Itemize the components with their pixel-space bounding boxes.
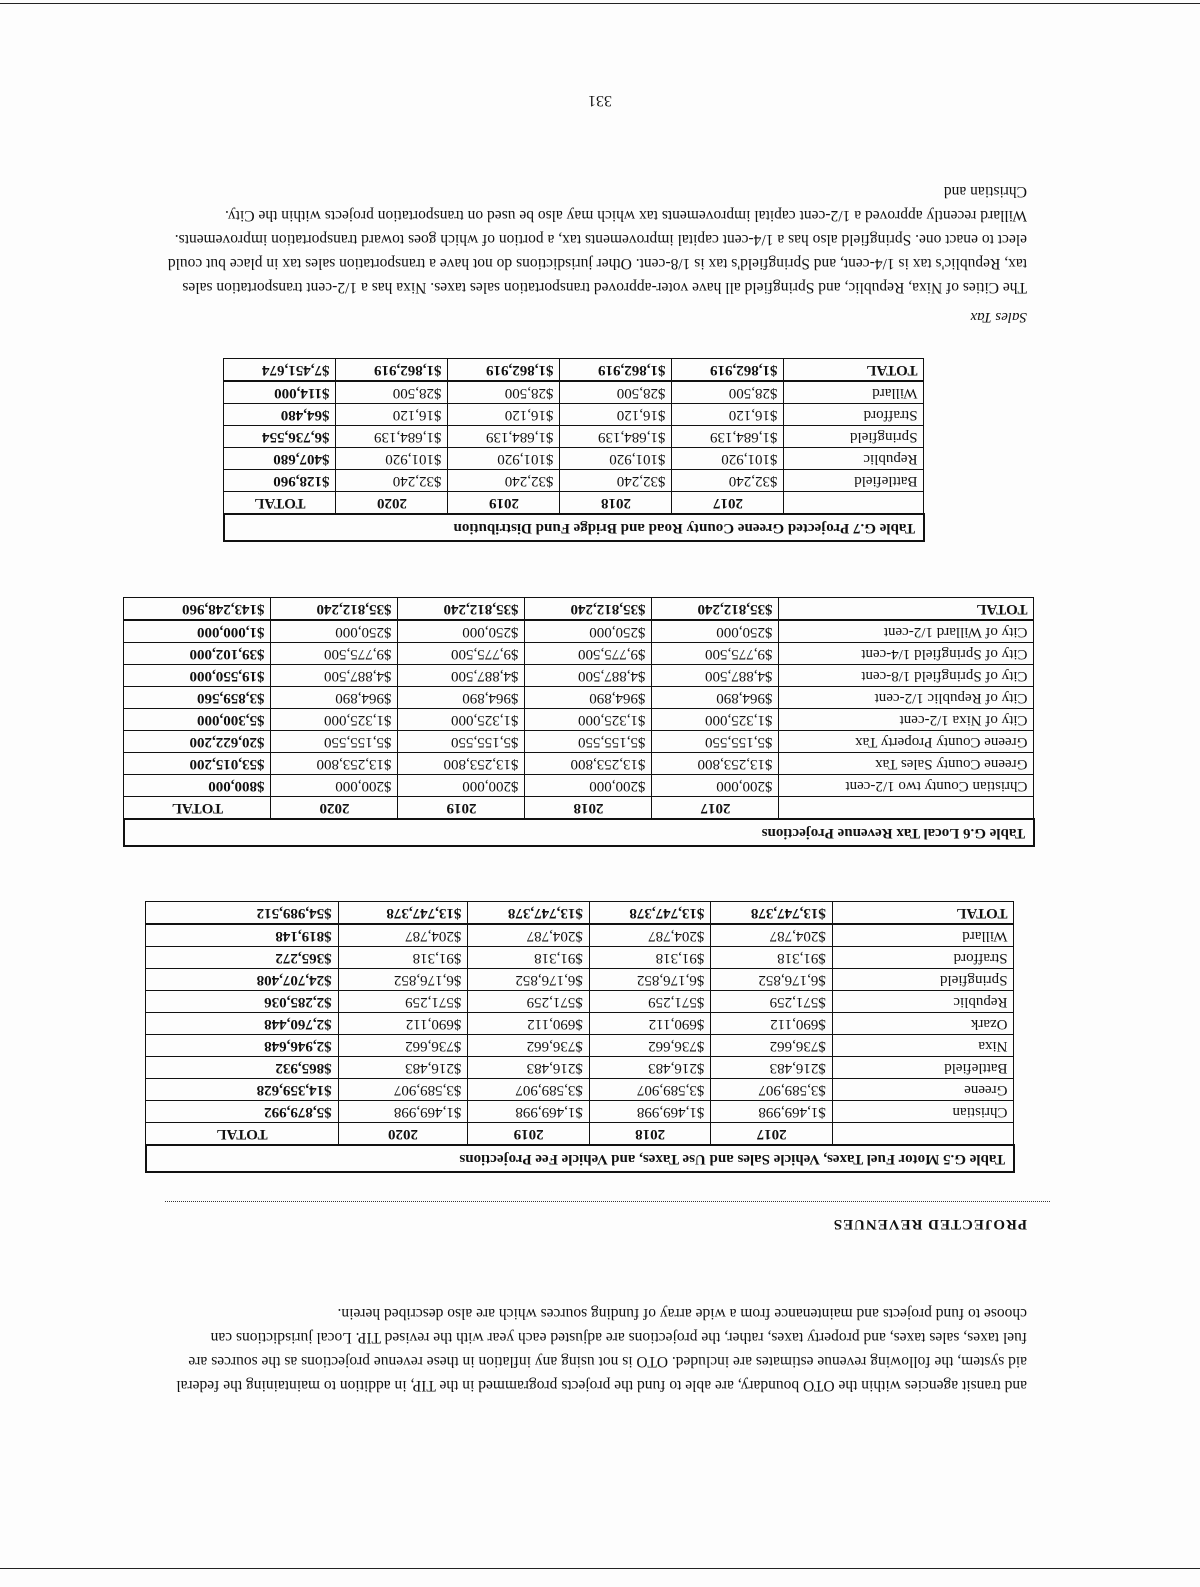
cell: $16,120 [336, 404, 448, 426]
cell: $200,000 [398, 775, 525, 797]
cell: $9,775,500 [525, 643, 652, 665]
row-label: City of Nixa 1/2-cent [779, 709, 1034, 731]
cell: $4,887,500 [652, 665, 779, 687]
table-caption: Table G.5 Motor Fuel Taxes, Vehicle Sales and Use Taxes, and Vehicle Fee Projections [146, 1145, 1014, 1172]
row-label: Republic [832, 991, 1014, 1013]
scan-edge-top [0, 1568, 1200, 1569]
table-row [146, 969, 1014, 991]
cell: $204,787 [468, 924, 589, 947]
cell: $3,589,907 [468, 1079, 589, 1101]
table-row [146, 1079, 1014, 1101]
total-cell: $35,812,240 [398, 598, 525, 621]
cell: $690,112 [338, 1013, 468, 1035]
header-cell: TOTAL [124, 797, 271, 820]
row-label: City of Republic 1/2-cent [779, 687, 1034, 709]
section-heading: PROJECTED REVENUES [832, 1216, 1027, 1232]
table-row [146, 991, 1014, 1013]
row-total: $2,946,648 [146, 1035, 338, 1057]
cell: $32,240 [672, 470, 784, 492]
sales-tax-heading: Sales Tax [970, 309, 1027, 325]
cell: $200,000 [652, 775, 779, 797]
row-total: $407,680 [224, 448, 336, 470]
table-header-row [124, 797, 1034, 820]
header-cell: 2018 [525, 797, 652, 820]
row-label: Republic [784, 448, 924, 470]
cell: $16,120 [560, 404, 672, 426]
cell: $200,000 [271, 775, 398, 797]
row-total: $19,550,000 [124, 665, 271, 687]
table-g5 [145, 901, 1015, 1173]
cell: $91,318 [711, 947, 832, 969]
row-label: Springfield [832, 969, 1014, 991]
header-cell: 2019 [448, 492, 560, 515]
cell: $91,318 [468, 947, 589, 969]
row-label: Greene County Sales Tax [779, 753, 1034, 775]
header-cell: 2019 [398, 797, 525, 820]
row-total: $128,960 [224, 470, 336, 492]
row-total: $2,285,036 [146, 991, 338, 1013]
cell: $6,176,852 [589, 969, 710, 991]
row-total: $5,879,992 [146, 1101, 338, 1123]
header-cell: 2019 [468, 1123, 589, 1146]
table-row [124, 620, 1034, 643]
cell: $964,890 [525, 687, 652, 709]
header-cell: 2020 [271, 797, 398, 820]
cell: $204,787 [711, 924, 832, 947]
cell: $690,112 [468, 1013, 589, 1035]
cell: $571,259 [711, 991, 832, 1013]
total-label: TOTAL [832, 902, 1014, 925]
cell: $91,318 [589, 947, 710, 969]
total-cell: $13,747,378 [589, 902, 710, 925]
row-label: City of Willard 1/2-cent [779, 620, 1034, 643]
cell: $5,155,550 [398, 731, 525, 753]
total-cell: $35,812,240 [271, 598, 398, 621]
row-label: Greene [832, 1079, 1014, 1101]
row-total: $819,148 [146, 924, 338, 947]
cell: $101,920 [336, 448, 448, 470]
page-number: 331 [588, 92, 612, 109]
row-total: $5,300,000 [124, 709, 271, 731]
cell: $28,500 [672, 381, 784, 404]
cell: $28,500 [560, 381, 672, 404]
cell: $4,887,500 [525, 665, 652, 687]
cell: $571,259 [589, 991, 710, 1013]
cell: $91,318 [338, 947, 468, 969]
row-label: City of Springfield 1/8-cent [779, 665, 1034, 687]
cell: $6,176,852 [468, 969, 589, 991]
total-label: TOTAL [784, 359, 924, 382]
cell: $9,775,500 [398, 643, 525, 665]
row-total: $114,000 [224, 381, 336, 404]
cell: $13,253,800 [398, 753, 525, 775]
cell: $5,155,550 [652, 731, 779, 753]
table-row [124, 665, 1034, 687]
table-g7 [223, 358, 925, 542]
row-total: $64,480 [224, 404, 336, 426]
cell: $571,259 [338, 991, 468, 1013]
cell: $16,120 [448, 404, 560, 426]
header-cell: 2017 [711, 1123, 832, 1146]
row-total: $865,932 [146, 1057, 338, 1079]
cell: $250,000 [271, 620, 398, 643]
cell: $1,325,000 [398, 709, 525, 731]
row-total: $3,859,560 [124, 687, 271, 709]
row-total: $1,000,000 [124, 620, 271, 643]
cell: $736,662 [468, 1035, 589, 1057]
table-row [124, 753, 1034, 775]
row-total: $39,102,000 [124, 643, 271, 665]
total-cell: $35,812,240 [525, 598, 652, 621]
cell: $736,662 [338, 1035, 468, 1057]
cell: $964,890 [271, 687, 398, 709]
table-total-row [146, 902, 1014, 925]
cell: $4,887,500 [398, 665, 525, 687]
cell: $101,920 [560, 448, 672, 470]
row-label: Greene County Property Tax [779, 731, 1034, 753]
cell: $1,325,000 [271, 709, 398, 731]
cell: $1,684,139 [448, 426, 560, 448]
cell: $250,000 [525, 620, 652, 643]
table-total-row [224, 359, 924, 382]
row-total: $6,736,554 [224, 426, 336, 448]
row-label: Strafford [784, 404, 924, 426]
table-row [124, 687, 1034, 709]
row-label: Ozark [832, 1013, 1014, 1035]
table-header-row [146, 1123, 1014, 1146]
cell: $964,890 [652, 687, 779, 709]
row-label: City of Springfield 1/4-cent [779, 643, 1034, 665]
grand-total: $7,451,674 [224, 359, 336, 382]
row-total: $14,359,628 [146, 1079, 338, 1101]
cell: $216,483 [589, 1057, 710, 1079]
cell: $690,112 [711, 1013, 832, 1035]
cell: $3,589,907 [711, 1079, 832, 1101]
cell: $1,325,000 [525, 709, 652, 731]
cell: $1,684,139 [336, 426, 448, 448]
cell: $1,684,139 [560, 426, 672, 448]
intro-paragraph: and transit agencies within the OTO boundary, are able to fund the projects programmed in the TIP, in addition to maintaining the federal aid system, the following revenue estimates are included. OTO is not using any inflation in these revenue projections as the sources are fuel taxes, sales taxes, and property taxes, rather, the projections are adjusted each year with the revised TIP. Local jurisdictions can choose to fund projects and maintenance from a wide array of funding sources which are also described herein. [176, 1305, 1027, 1394]
row-total: $20,622,200 [124, 731, 271, 753]
grand-total: $143,248,960 [124, 598, 271, 621]
row-label: Willard [832, 924, 1014, 947]
table-g6 [123, 597, 1035, 847]
cell: $5,155,550 [271, 731, 398, 753]
header-cell: 2020 [338, 1123, 468, 1146]
cell: $28,500 [336, 381, 448, 404]
cell: $101,920 [672, 448, 784, 470]
row-total: $53,015,200 [124, 753, 271, 775]
row-total: $24,707,408 [146, 969, 338, 991]
cell: $216,483 [711, 1057, 832, 1079]
row-label: Springfield [784, 426, 924, 448]
table-row [224, 381, 924, 404]
header-cell: 2017 [652, 797, 779, 820]
row-label: Christian [832, 1101, 1014, 1123]
total-cell: $13,747,378 [711, 902, 832, 925]
cell: $1,325,000 [652, 709, 779, 731]
cell: $1,469,998 [589, 1101, 710, 1123]
cell: $9,775,500 [271, 643, 398, 665]
table-row [146, 1035, 1014, 1057]
cell: $4,887,500 [271, 665, 398, 687]
cell: $3,589,907 [338, 1079, 468, 1101]
cell: $736,662 [589, 1035, 710, 1057]
total-label: TOTAL [779, 598, 1034, 621]
table-row [224, 448, 924, 470]
header-cell: TOTAL [224, 492, 336, 515]
table-row [146, 1013, 1014, 1035]
table-caption: Table G.6 Local Tax Revenue Projections [124, 819, 1034, 846]
table-caption: Table G.7 Projected Greene County Road and Bridge Fund Distribution [224, 514, 924, 541]
row-label: Battlefield [832, 1057, 1014, 1079]
cell: $32,240 [448, 470, 560, 492]
row-total: $2,760,448 [146, 1013, 338, 1035]
table-header-row [224, 492, 924, 515]
sales-tax-paragraph: The Cities of Nixa, Republic, and Springfield all have voter-approved transportation sales taxes. Nixa has a 1/2-cent transportation sales tax, Republic's tax is 1/4-cent, and Springfield's tax is 1/8-cent. Other jurisdictions do not have a transportation sales tax in place but could elect to enact one. Springfield also has a 1/4-cent capital improvements tax, a portion of which goes toward transportation improvements. Willard recently approved a 1/2-cent capital improvements tax which may also be used on transportation projects within the City. Christian and [167, 183, 1027, 296]
table-row [146, 924, 1014, 947]
header-cell: 2018 [589, 1123, 710, 1146]
total-cell: $1,862,919 [336, 359, 448, 382]
cell: $9,775,500 [652, 643, 779, 665]
cell: $1,469,998 [468, 1101, 589, 1123]
total-cell: $1,862,919 [672, 359, 784, 382]
header-cell [779, 797, 1034, 820]
cell: $5,155,550 [525, 731, 652, 753]
cell: $101,920 [448, 448, 560, 470]
table-row [124, 709, 1034, 731]
cell: $216,483 [468, 1057, 589, 1079]
table-row [146, 1057, 1014, 1079]
total-cell: $35,812,240 [652, 598, 779, 621]
table-row [124, 643, 1034, 665]
grand-total: $54,989,512 [146, 902, 338, 925]
total-cell: $1,862,919 [448, 359, 560, 382]
cell: $28,500 [448, 381, 560, 404]
table-row [224, 426, 924, 448]
total-cell: $13,747,378 [338, 902, 468, 925]
row-label: Christian County two 1/2-cent [779, 775, 1034, 797]
cell: $964,890 [398, 687, 525, 709]
cell: $13,253,800 [271, 753, 398, 775]
cell: $1,684,139 [672, 426, 784, 448]
cell: $690,112 [589, 1013, 710, 1035]
cell: $1,469,998 [711, 1101, 832, 1123]
table-row [124, 731, 1034, 753]
table-row [224, 404, 924, 426]
total-cell: $13,747,378 [468, 902, 589, 925]
cell: $13,253,800 [652, 753, 779, 775]
table-total-row [124, 598, 1034, 621]
cell: $571,259 [468, 991, 589, 1013]
cell: $250,000 [398, 620, 525, 643]
header-cell: 2017 [672, 492, 784, 515]
table-row [146, 1101, 1014, 1123]
cell: $32,240 [560, 470, 672, 492]
row-label: Strafford [832, 947, 1014, 969]
cell: $204,787 [589, 924, 710, 947]
total-cell: $1,862,919 [560, 359, 672, 382]
header-cell: 2020 [336, 492, 448, 515]
header-cell [832, 1123, 1014, 1146]
row-label: Willard [784, 381, 924, 404]
row-label: Nixa [832, 1035, 1014, 1057]
header-cell: 2018 [560, 492, 672, 515]
row-total: $365,272 [146, 947, 338, 969]
cell: $6,176,852 [711, 969, 832, 991]
cell: $6,176,852 [338, 969, 468, 991]
cell: $16,120 [672, 404, 784, 426]
row-total: $800,000 [124, 775, 271, 797]
cell: $216,483 [338, 1057, 468, 1079]
table-row [224, 470, 924, 492]
cell: $204,787 [338, 924, 468, 947]
table-row [146, 947, 1014, 969]
cell: $13,253,800 [525, 753, 652, 775]
cell: $250,000 [652, 620, 779, 643]
table-row [124, 775, 1034, 797]
row-label: Battlefield [784, 470, 924, 492]
cell: $736,662 [711, 1035, 832, 1057]
scan-edge-bottom [0, 3, 1200, 4]
header-cell: TOTAL [146, 1123, 338, 1146]
cell: $32,240 [336, 470, 448, 492]
heading-rule [165, 1201, 1050, 1202]
cell: $200,000 [525, 775, 652, 797]
header-cell [784, 492, 924, 515]
cell: $3,589,907 [589, 1079, 710, 1101]
cell: $1,469,998 [338, 1101, 468, 1123]
